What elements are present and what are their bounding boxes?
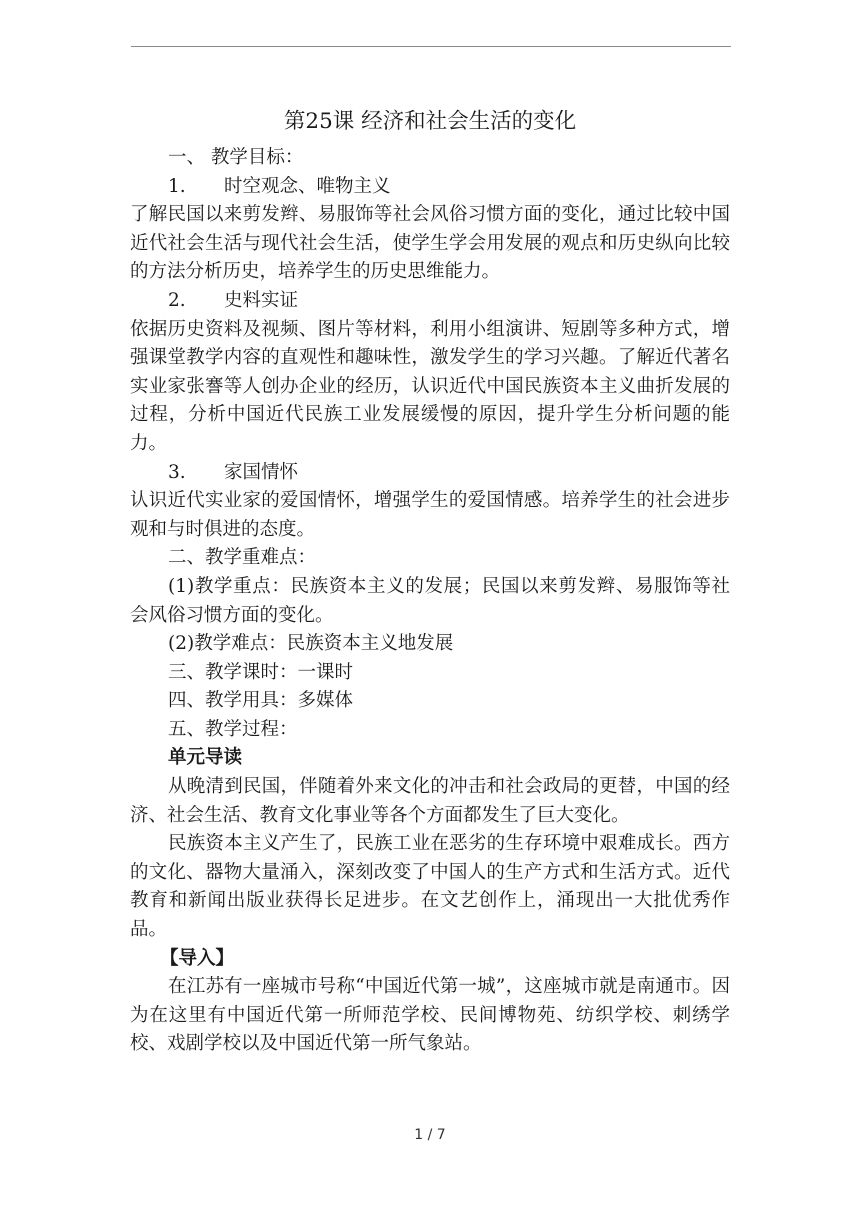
goal-3-text: 认识近代实业家的爱国情怀，增强学生的爱国情感。培养学生的社会进步观和与时俱进的态度。: [130, 490, 730, 540]
unit-guide-paragraph-1: 从晚清到民国，伴随着外来文化的冲击和社会政局的更替，中国的经济、社会生活、教育文化事业等各个方面都发生了巨大变化。: [130, 776, 730, 826]
header-rule: [131, 46, 731, 47]
document-body: [130, 108, 730, 1059]
key-difficult-heading: 二、教学重难点：: [168, 547, 317, 569]
goal-2-heading: [130, 287, 730, 316]
goal-2-text: 依据历史资料及视频、图片等材料，利用小组演讲、短剧等多种方式，增强课堂教学内容的直观性和趣味性，激发学生的学习兴趣。了解近代著名实业家张謇等人创办企业的经历，认识近代中国民族资本主义曲折发展的过程，分析中国近代民族工业发展缓慢的原因，提升学生分析问题的能力。: [130, 318, 730, 454]
intro-heading: 【导入】: [160, 947, 235, 969]
goal-3-number: 3.: [168, 461, 186, 483]
goal-1-title: 时空观念、唯物主义: [224, 175, 391, 197]
goals-heading: 一、 教学目标：: [168, 147, 304, 168]
unit-guide-paragraph-2: 民族资本主义产生了，民族工业在恶劣的生存环境中艰难成长。西方的文化、器物大量涌入，深刻改变了中国人的生产方式和生活方式。近代教育和新闻出版业获得长足进步。在文艺创作上，涌现出一大批优秀作品。: [130, 833, 730, 941]
goal-3-title: 家国情怀: [224, 461, 299, 483]
goal-1-heading: [130, 173, 730, 202]
lesson-hours: 三、教学课时：一课时: [168, 661, 354, 683]
goal-1-number: 1.: [168, 175, 186, 197]
unit-guide-heading: 单元导读: [168, 747, 243, 769]
goal-3-heading: [130, 459, 730, 488]
intro-paragraph: 在江苏有一座城市号称“中国近代第一城”，这座城市就是南通市。因为在这里有中国近代第一所师范学校、民间博物苑、纺织学校、刺绣学校、戏剧学校以及中国近代第一所气象站。: [130, 976, 730, 1055]
key-point-text: (1)教学重点：民族资本主义的发展；民国以来剪发辫、易服饰等社会风俗习惯方面的变化。: [130, 575, 730, 626]
lesson-title: 第25课 经济和社会生活的变化: [283, 109, 577, 134]
page-indicator: 1 / 7: [414, 1127, 446, 1143]
teaching-process-heading: 五、教学过程：: [168, 718, 298, 740]
goal-2-number: 2.: [168, 289, 186, 311]
difficult-point-text: (2)教学难点：民族资本主义地发展: [168, 633, 454, 655]
goal-1-text: 了解民国以来剪发辫、易服饰等社会风俗习惯方面的变化，通过比较中国近代社会生活与现代社会生活，使学生学会用发展的观点和历史纵向比较的方法分析历史，培养学生的历史思维能力。: [130, 204, 730, 283]
goal-2-title: 史料实证: [224, 289, 299, 311]
teaching-tools: 四、教学用具：多媒体: [168, 690, 354, 712]
